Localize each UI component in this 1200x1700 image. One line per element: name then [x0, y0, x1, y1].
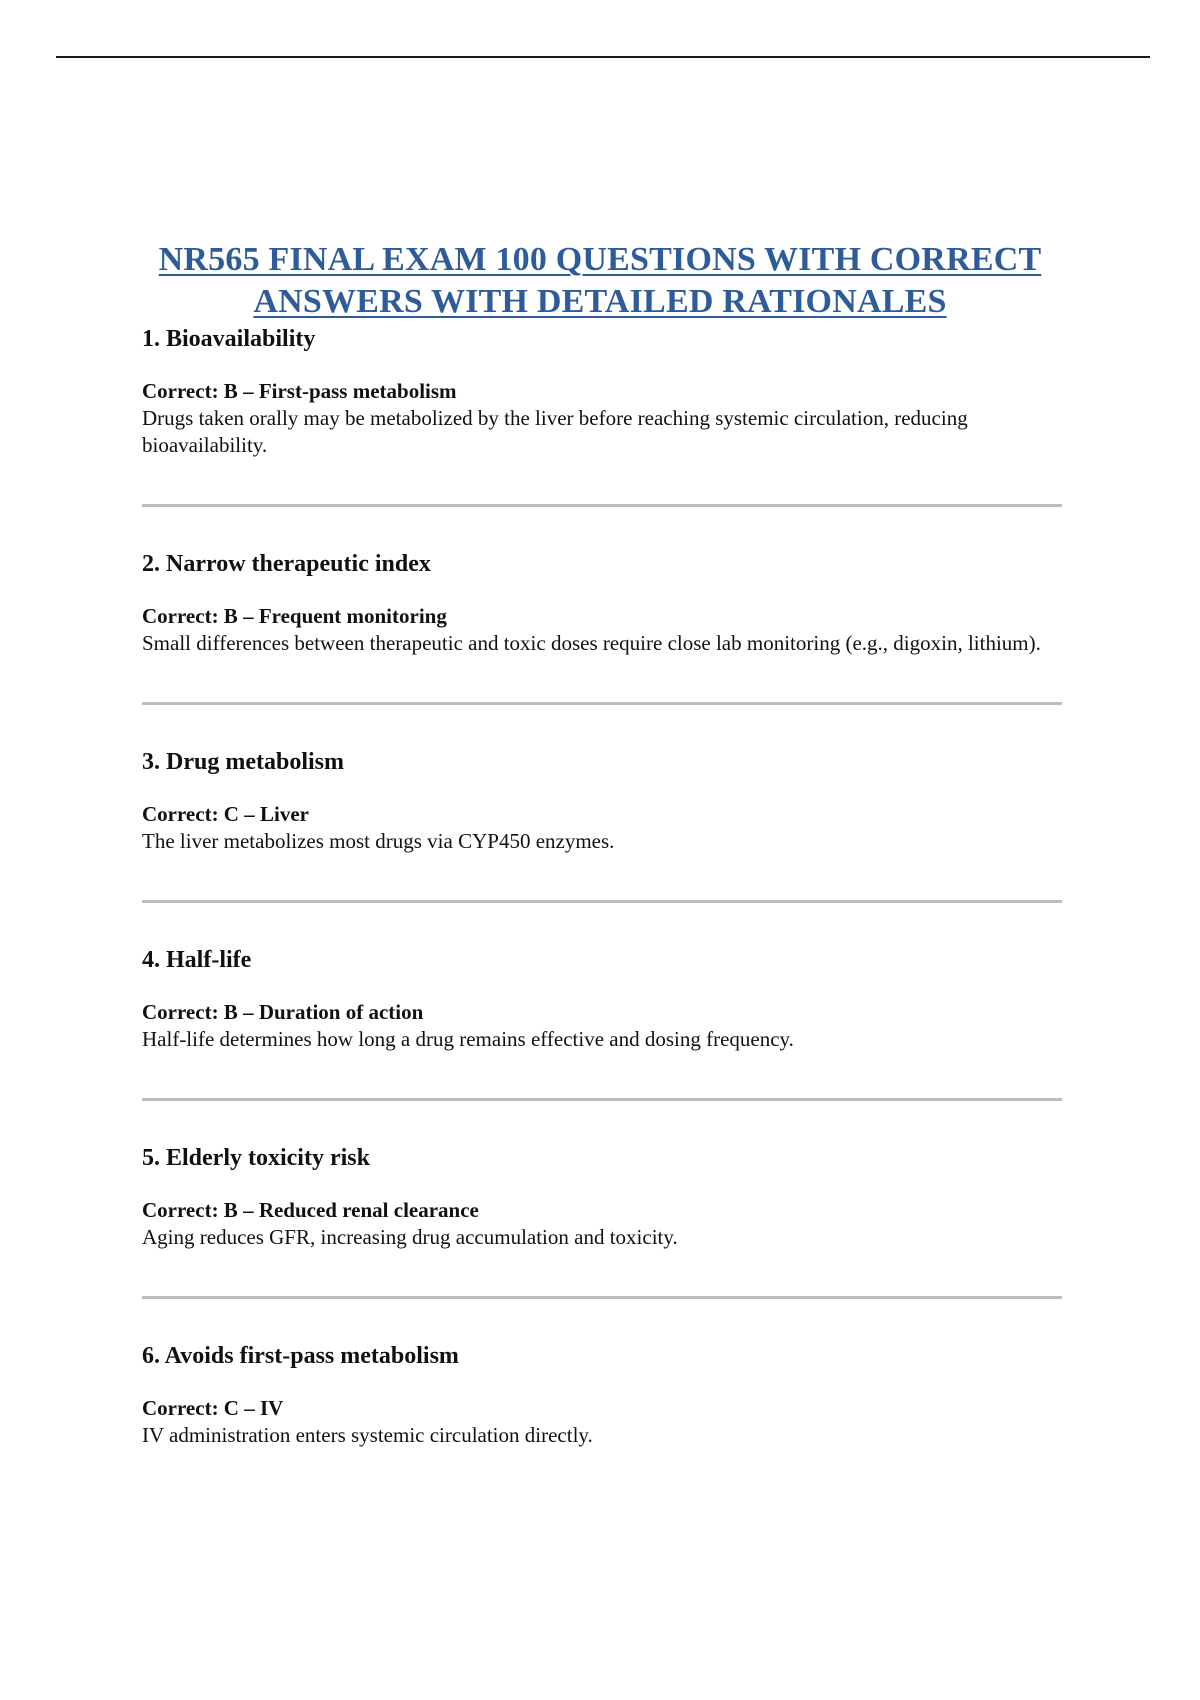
question-item: [142, 1341, 1062, 1449]
correct-answer: Correct: B – Reduced renal clearance: [142, 1198, 479, 1222]
header-rule: [56, 56, 1150, 58]
question-divider: [142, 504, 1062, 507]
title-line-1: NR565 FINAL EXAM 100 QUESTIONS WITH CORRECT: [158, 240, 1042, 278]
answer-rationale: IV administration enters systemic circulation directly.: [142, 1423, 593, 1447]
question-heading: 5. Elderly toxicity risk: [142, 1145, 370, 1171]
document-title: [140, 239, 1060, 323]
correct-answer: Correct: B – Frequent monitoring: [142, 604, 447, 628]
question-heading: 3. Drug metabolism: [142, 749, 344, 775]
question-heading: 4. Half-life: [142, 947, 252, 973]
question-heading: 1. Bioavailability: [142, 326, 316, 352]
answer-rationale: The liver metabolizes most drugs via CYP450 enzymes.: [142, 829, 615, 853]
answer-rationale: Small differences between therapeutic and toxic doses require close lab monitoring (e.g., digoxin, lithium).: [142, 631, 1041, 655]
answer-rationale: Aging reduces GFR, increasing drug accumulation and toxicity.: [142, 1225, 678, 1249]
question-divider: [142, 702, 1062, 705]
question-divider: [142, 1098, 1062, 1101]
question-divider: [142, 900, 1062, 903]
question-item: [142, 945, 1062, 1053]
title-line-2: ANSWERS WITH DETAILED RATIONALES: [253, 282, 947, 320]
correct-answer: Correct: C – IV: [142, 1396, 284, 1420]
questions-list: [142, 324, 1062, 1449]
question-item: [142, 747, 1062, 855]
correct-answer: Correct: B – Duration of action: [142, 1000, 424, 1024]
question-item: [142, 1143, 1062, 1251]
answer-rationale: Half-life determines how long a drug remains effective and dosing frequency.: [142, 1027, 794, 1051]
question-heading: 6. Avoids first-pass metabolism: [142, 1343, 459, 1369]
question-divider: [142, 1296, 1062, 1299]
correct-answer: Correct: C – Liver: [142, 802, 309, 826]
question-item: [142, 324, 1062, 459]
answer-rationale: Drugs taken orally may be metabolized by the liver before reaching systemic circulation, reducing bioavailability.: [142, 406, 968, 457]
question-heading: 2. Narrow therapeutic index: [142, 551, 431, 577]
correct-answer: Correct: B – First-pass metabolism: [142, 379, 457, 403]
question-item: [142, 549, 1062, 657]
